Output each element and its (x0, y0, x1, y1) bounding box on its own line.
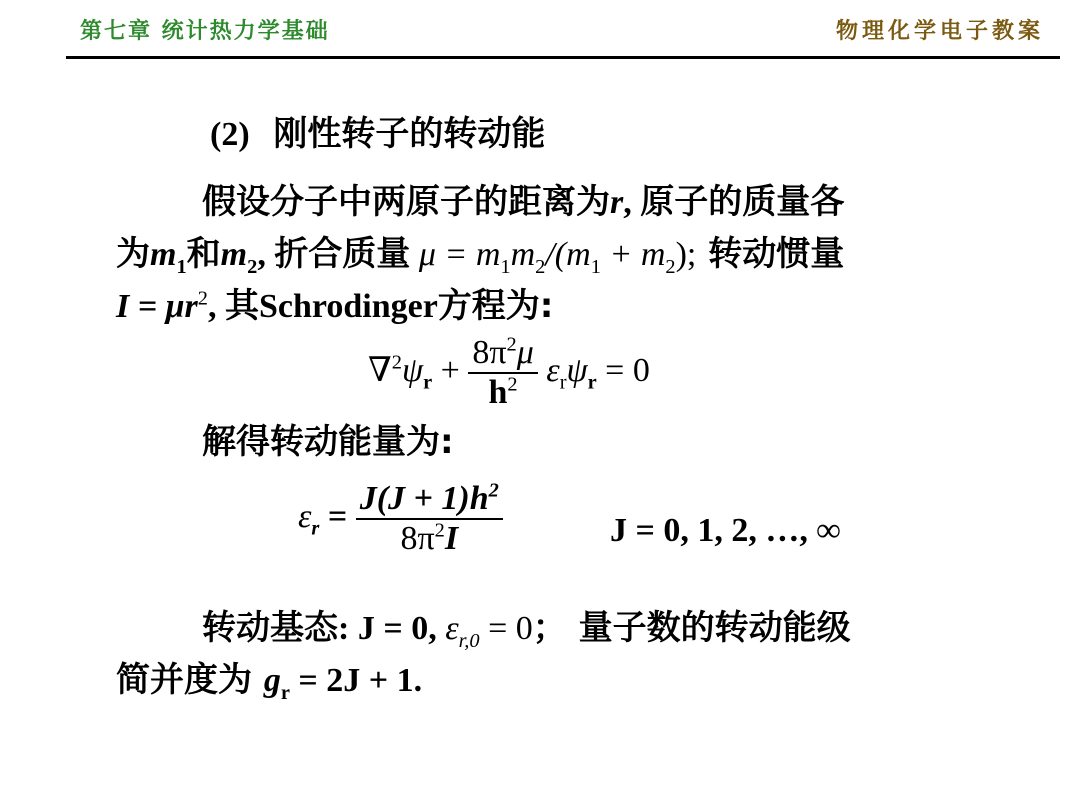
paragraph-line-3: $I = \mu r^2$, 其Schrodinger方程为: (116, 286, 554, 326)
ground-state-line: 转动基态: J = 0, $\varepsilon_{r,0} = 0$； 量子数的转动能级 (202, 608, 851, 652)
section-title: (2) 刚性转子的转动能 (210, 114, 546, 154)
equation-fraction: $\frac{8\pi^2\mu}{h^2}$ (468, 334, 537, 412)
rotational-energy-equation: $\varepsilon_r$ = $\frac{J(J + 1)h^2}{8\pi^2I}$ (298, 480, 503, 558)
paragraph-line-1: 假设分子中两原子的距离为r, 原子的质量各 (202, 182, 845, 222)
chapter-header: 第七章 统计热力学基础 (80, 18, 330, 44)
course-header: 物理化学电子教案 (835, 18, 1044, 44)
header-divider (66, 56, 1060, 59)
paragraph-line-2: 为$m_1$和$m_2$, 折合质量 $\mu = m_1m_2/(m_1 + m_2)$; 转动惯量 (116, 234, 845, 278)
energy-fraction: $\frac{J(J + 1)h^2}{8\pi^2I}$ (356, 480, 503, 558)
solution-intro: 解得转动能量为: (202, 422, 454, 462)
degeneracy-line: 简并度为 $g_r = 2J + 1$. (116, 660, 423, 704)
schrodinger-equation: $\nabla^2\psi_r$ + $\frac{8\pi^2\mu}{h^2}$ $\varepsilon_r\psi_r = 0$ (368, 333, 650, 411)
quantum-number-range: J = 0, 1, 2, …, ∞ (610, 512, 841, 549)
